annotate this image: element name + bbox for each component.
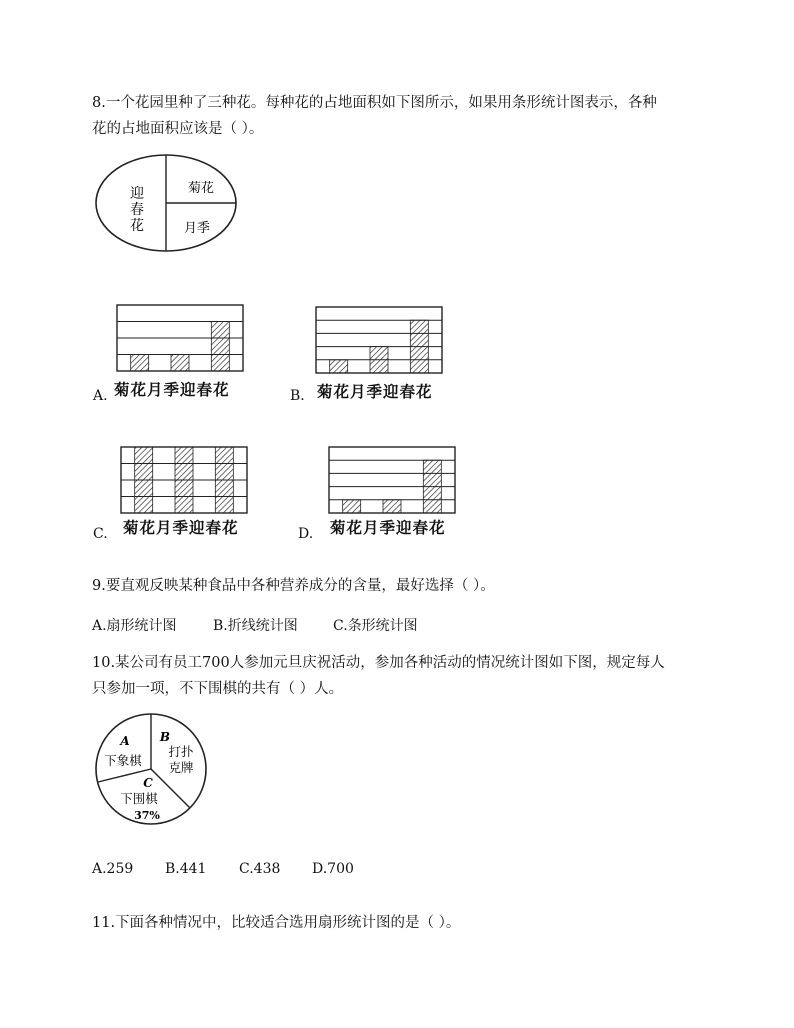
question-11-text: 11.下面各种情况中，比较适合选用扇形统计图的是（ ）。 [92,915,461,931]
q10-option-b[interactable]: B.441 [165,861,207,877]
q9-option-b[interactable]: B.折线统计图 [213,618,298,634]
q8-option-c-axis-labels: 菊花月季迎春花 [123,518,239,537]
question-10-text [92,650,665,702]
question-10-line1: 10.某公司有员工700人参加元旦庆祝活动，参加各种活动的情况统计图如下图，规定每人 [92,655,665,671]
q10-pie-b-label-1: 打扑 [168,744,194,759]
q8-option-b-axis-labels: 菊花月季迎春花 [317,382,433,401]
q8-option-c-letter[interactable]: C. [93,526,108,542]
q8-option-b-bar-1 [330,360,348,373]
question-8-text [92,90,657,142]
question-10-options [92,861,354,877]
q8-pie-top-right-label: 菊花 [187,181,215,196]
q9-option-a[interactable]: A.扇形统计图 [92,618,177,634]
q10-pie-a-label: 下象棋 [104,753,142,768]
question-8-line1: 8.一个花园里种了三种花。每种花的占地面积如下图所示，如果用条形统计图表示，各种 [92,95,657,111]
q8-option-c-bar-chart [120,446,248,514]
q10-option-a[interactable]: A.259 [92,861,134,877]
q8-option-d-letter[interactable]: D. [298,526,314,542]
q8-option-b-letter[interactable]: B. [290,388,305,404]
q8-pie-left-label-1: 迎 [130,186,144,202]
q10-pie-b-letter: B [159,730,171,744]
q8-pie-left-label-3: 花 [130,218,144,234]
q8-option-a-bar-1 [131,355,149,372]
q8-pie-bottom-right-label: 月季 [183,221,211,236]
q8-option-a-bar-3 [211,322,229,372]
q8-option-d-bar-1 [343,500,361,513]
q8-option-d-bar-chart [328,446,456,514]
q8-option-a-bar-2 [171,355,189,372]
q8-option-a-bar-chart [116,304,244,372]
q8-option-a-axis-labels: 菊花月季迎春花 [114,380,230,399]
q9-option-c[interactable]: C.条形统计图 [333,618,418,634]
question-9-options [92,615,418,635]
q8-option-d-axis-labels: 菊花月季迎春花 [330,518,446,537]
q10-pie-chart [93,711,209,827]
q10-option-d[interactable]: D.700 [312,861,354,877]
q10-pie-c-label: 下围棋 [120,791,158,806]
question-9-text: 9.要直观反映某种食品中各种营养成分的含量，最好选择（ ）。 [92,578,495,594]
question-10-line2: 只参加一项，不下围棋的共有（ ）人。 [92,681,344,697]
q10-pie-b-label-2: 克牌 [168,760,194,775]
q8-option-b-bar-chart [315,306,443,374]
q10-pie-c-percent: 37% [134,809,160,822]
q8-pie-left-label-2: 春 [130,202,144,218]
q8-pie-chart [93,152,243,256]
q10-pie-a-letter: A [120,734,130,748]
q8-option-a-letter[interactable]: A. [93,388,108,404]
question-8-line2: 花的占地面积应该是（ ）。 [92,121,264,137]
q10-option-c[interactable]: C.438 [239,861,281,877]
q10-pie-c-letter: C [143,776,153,790]
q8-option-d-bar-2 [383,500,401,513]
